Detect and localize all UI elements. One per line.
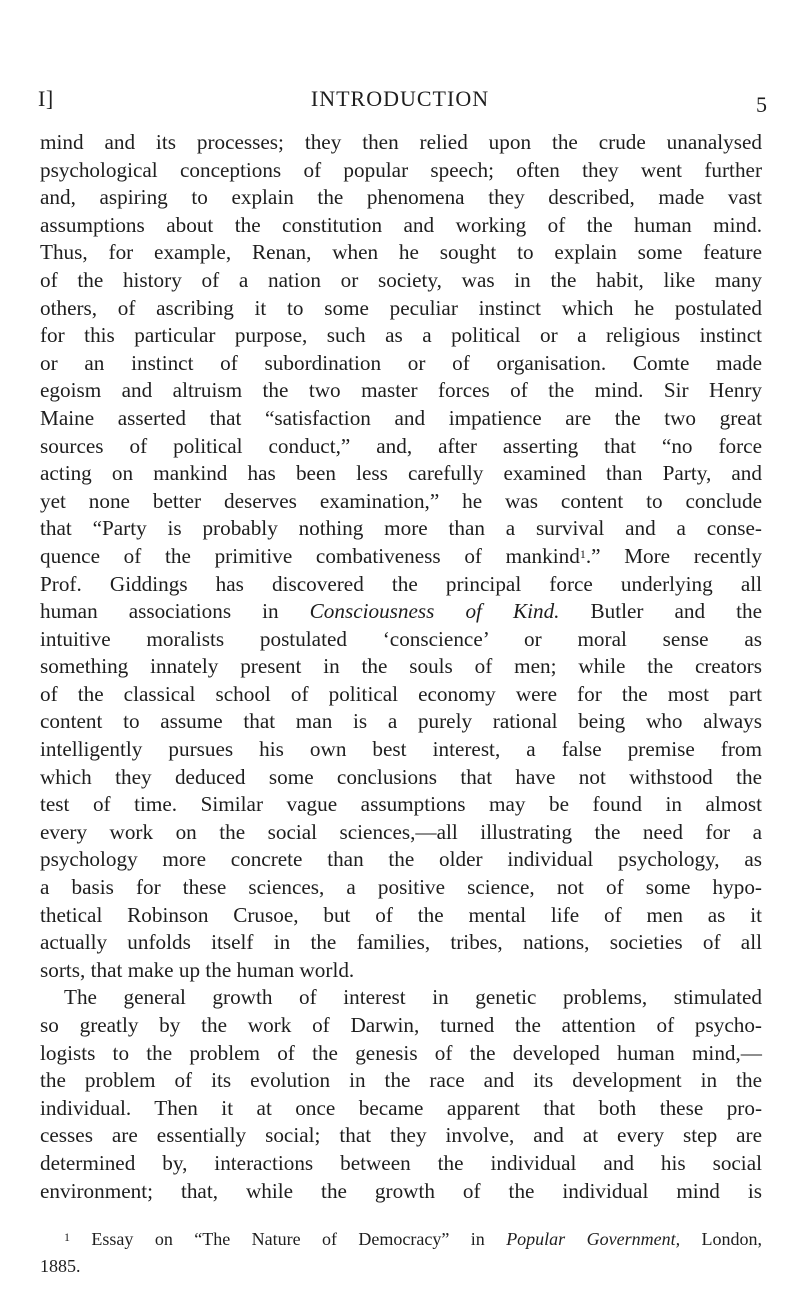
footnote: [40, 1226, 762, 1280]
text-line: [40, 1178, 762, 1206]
text-run: quence of the primitive combativeness of mankind: [40, 543, 580, 568]
running-head-title: INTRODUCTION: [310, 86, 490, 111]
text-run: others, of ascribing it to some peculiar instinct which he postulated: [40, 295, 762, 320]
text-run: that “Party is probably nothing more than a survival and a conse-: [40, 516, 762, 541]
text-line: [40, 377, 762, 405]
text-run: London,: [680, 1229, 762, 1249]
text-run: and, aspiring to explain the phenomena they described, made vast: [40, 185, 762, 210]
italic-title: Consciousness of Kind.: [309, 599, 560, 624]
text-run: sorts, that make up the human world.: [40, 957, 355, 982]
text-line: [40, 295, 762, 323]
text-line: [40, 1012, 762, 1040]
text-run: Prof. Giddings has discovered the principal force underlying all: [40, 571, 762, 596]
text-line: [40, 515, 762, 543]
text-line: [40, 902, 762, 930]
text-run: Essay on “The Nature of Democracy” in: [70, 1229, 507, 1249]
text-run: yet none better deserves examination,” he was content to conclude: [40, 488, 762, 513]
text-line: [40, 322, 762, 350]
text-line: [40, 1150, 762, 1178]
text-run: something innately present in the souls of men; while the creators: [40, 654, 762, 679]
text-run: every work on the social sciences,—all illustrating the need for a: [40, 819, 762, 844]
text-run: of the history of a nation or society, was in the habit, like many: [40, 267, 762, 292]
text-line: [40, 571, 762, 599]
text-line: [40, 929, 762, 957]
text-run: the problem of its evolution in the race and its development in the: [40, 1068, 762, 1093]
text-line: [40, 1122, 762, 1150]
text-run: individual. Then it at once became apparent that both these pro-: [40, 1095, 762, 1120]
text-line: [40, 736, 762, 764]
text-run: .” More recently: [585, 543, 762, 568]
text-run: of the classical school of political economy were for the most part: [40, 681, 762, 706]
footnote-marker: 1: [64, 1230, 70, 1244]
chapter-number: I]: [38, 86, 54, 111]
text-line: [40, 764, 762, 792]
text-run: psychological conceptions of popular speech; often they went further: [40, 157, 762, 182]
text-run: thetical Robinson Crusoe, but of the mental life of men as it: [40, 902, 762, 927]
text-line: [40, 984, 762, 1012]
text-run: logists to the problem of the genesis of the developed human mind,—: [40, 1040, 762, 1065]
text-line: [40, 405, 762, 433]
text-run: 1885.: [40, 1256, 81, 1276]
text-line: [40, 874, 762, 902]
text-line: [40, 1040, 762, 1068]
text-line: [40, 460, 762, 488]
text-line: [40, 791, 762, 819]
text-run: Maine asserted that “satisfaction and impatience are the two great: [40, 405, 762, 430]
text-run: acting on mankind has been less carefully examined than Party, and: [40, 461, 762, 486]
footnote-line: [40, 1253, 762, 1280]
text-line: [40, 1095, 762, 1123]
text-run: human associations in: [40, 599, 310, 624]
text-line: [40, 819, 762, 847]
text-line: [40, 653, 762, 681]
italic-title: Popular Government,: [506, 1229, 681, 1249]
text-line: [40, 488, 762, 516]
text-run: actually unfolds itself in the families, tribes, nations, societies of all: [40, 930, 762, 955]
text-line: [40, 846, 762, 874]
text-run: sources of political conduct,” and, after asserting that “no force: [40, 433, 762, 458]
text-line: [40, 681, 762, 709]
text-run: or an instinct of subordination or of organisation. Comte made: [40, 350, 762, 375]
text-run: Butler and the: [559, 599, 762, 624]
text-run: intuitive moralists postulated ‘conscience’ or moral sense as: [40, 626, 762, 651]
text-run: test of time. Similar vague assumptions may be found in almost: [40, 792, 762, 817]
text-run: determined by, interactions between the individual and his social: [40, 1150, 762, 1175]
text-run: which they deduced some conclusions that have not withstood the: [40, 764, 762, 789]
text-line: [40, 239, 762, 267]
text-line: [40, 350, 762, 378]
text-line: [40, 543, 762, 571]
text-line: [40, 626, 762, 654]
page-number: 5: [756, 92, 768, 117]
text-run: psychology more concrete than the older individual psychology, as: [40, 847, 762, 872]
text-run: assumptions about the constitution and working of the human mind.: [40, 212, 762, 237]
text-run: intelligently pursues his own best interest, a false premise from: [40, 737, 762, 762]
text-line: [40, 267, 762, 295]
body-text: [40, 129, 762, 1205]
text-line: [40, 598, 762, 626]
text-run: a basis for these sciences, a positive science, not of some hypo-: [40, 875, 762, 900]
text-line: [40, 433, 762, 461]
text-run: Thus, for example, Renan, when he sought to explain some feature: [40, 240, 762, 265]
text-run: egoism and altruism the two master forces of the mind. Sir Henry: [40, 378, 762, 403]
text-line: [40, 184, 762, 212]
text-line: [40, 129, 762, 157]
text-line: [40, 957, 762, 985]
text-run: The general growth of interest in genetic problems, stimulated: [64, 985, 762, 1010]
footnote-marker: 1: [579, 546, 586, 561]
footnote-line: [40, 1226, 762, 1253]
text-run: content to assume that man is a purely rational being who always: [40, 709, 762, 734]
text-line: [40, 1067, 762, 1095]
text-run: cesses are essentially social; that they involve, and at every step are: [40, 1123, 762, 1148]
text-run: mind and its processes; they then relied upon the crude unanalysed: [40, 130, 762, 154]
text-line: [40, 157, 762, 185]
text-run: environment; that, while the growth of the individual mind is: [40, 1178, 762, 1203]
text-line: [40, 708, 762, 736]
text-run: so greatly by the work of Darwin, turned the attention of psycho-: [40, 1013, 762, 1037]
text-line: [40, 212, 762, 240]
text-run: for this particular purpose, such as a political or a religious instinct: [40, 323, 762, 348]
